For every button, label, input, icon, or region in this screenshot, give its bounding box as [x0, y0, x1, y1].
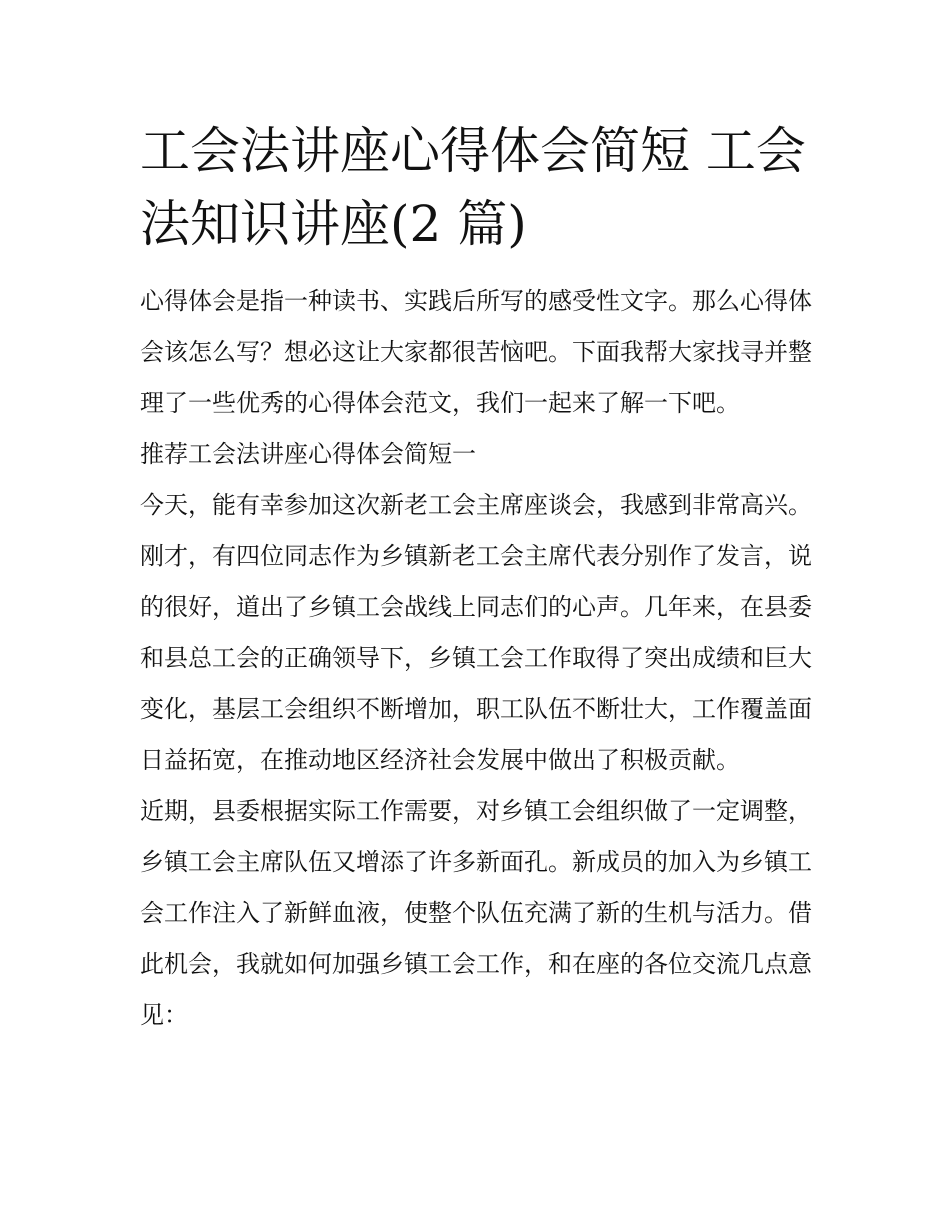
section-heading: 推荐工会法讲座心得体会简短一 [140, 440, 476, 468]
paragraph-1: 今天，能有幸参加这次新老工会主席座谈会，我感到非常高兴。刚才，有四位同志作为乡镇新老工会主席代表分别作了发言，说的很好，道出了乡镇工会战线上同志们的心声。几年来，在县委和县总工会的正确领导下，乡镇工会工作取得了突出成绩和巨大变化，基层工会组织不断增加，职工队伍不断壮大，工作覆盖面日益拓宽，在推动地区经济社会发展中做出了积极贡献。 [140, 491, 812, 774]
document-body [140, 276, 820, 1041]
document-title: 工会法讲座心得体会简短 工会法知识讲座(2 篇) [140, 122, 806, 253]
paragraph-intro: 心得体会是指一种读书、实践后所写的感受性文字。那么心得体会该怎么写？想必这让大家都很苦恼吧。下面我帮大家找寻并整理了一些优秀的心得体会范文，我们一起来了解一下吧。 [140, 287, 812, 417]
paragraph-2: 近期，县委根据实际工作需要，对乡镇工会组织做了一定调整，乡镇工会主席队伍又增添了许多新面孔。新成员的加入为乡镇工会工作注入了新鲜血液，使整个队伍充满了新的生机与活力。借此机会，我就如何加强乡镇工会工作，和在座的各位交流几点意见： [140, 797, 812, 1029]
